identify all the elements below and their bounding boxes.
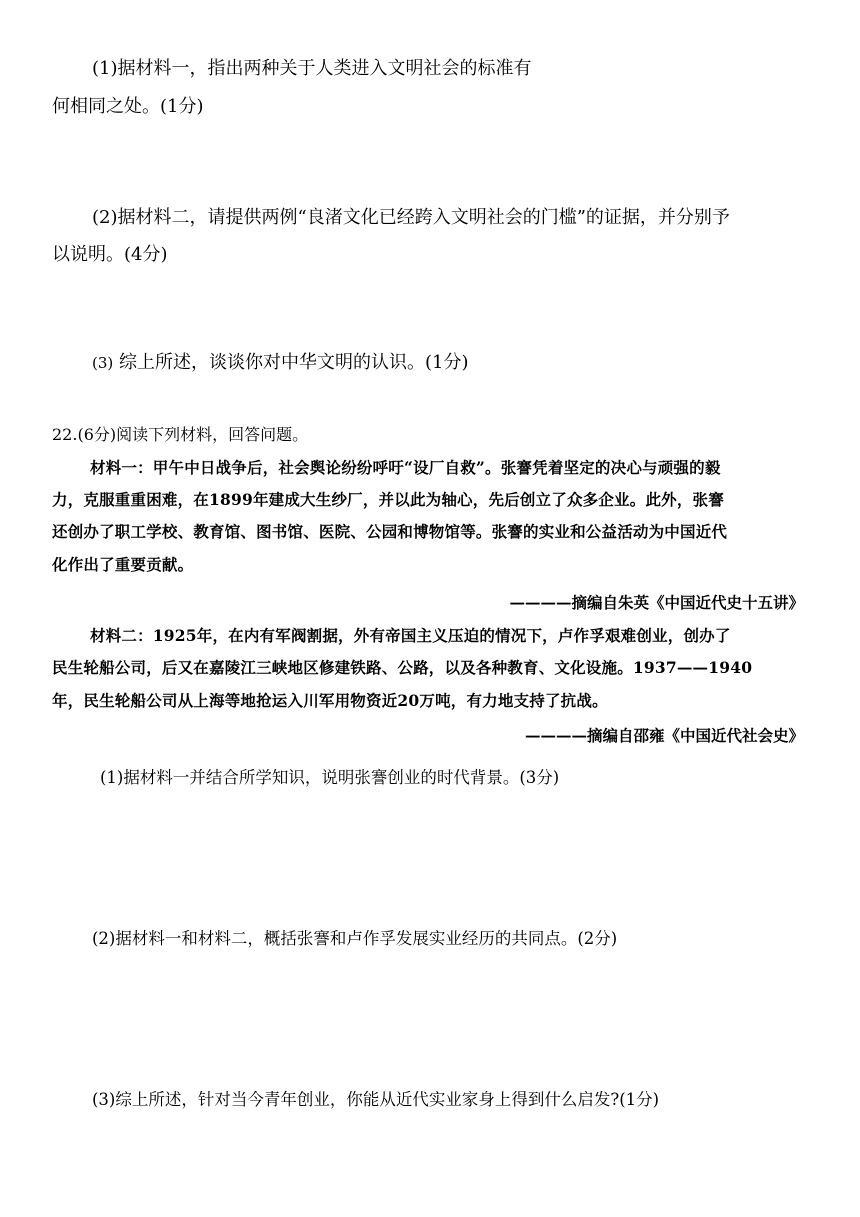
- q22-material1-line1: 材料一：甲午中日战争后，社会舆论纷纷呼吁“设厂自救”。张謇凭着坚定的决心与顽强的毅: [90, 458, 721, 477]
- q22-sub1: (1)据材料一并结合所学知识，说明张謇创业的时代背景。(3分): [100, 768, 560, 787]
- q22-material2-line1: 材料二：1925年，在内有军阀割据，外有帝国主义压迫的情况下，卢作孚艰难创业，创办了: [90, 626, 731, 645]
- q22-material2-line3: 年，民生轮船公司从上海等地抢运入川军用物资近20万吨，有力地支持了抗战。: [52, 691, 608, 710]
- q21-sub2-line1: (2)据材料二，请提供两例“良渚文化已经跨入文明社会的门槛”的证据，并分别予: [92, 207, 730, 228]
- q22-header: 22.(6分)阅读下列材料，回答问题。: [52, 425, 309, 444]
- q22-source2: ————摘编自邵雍《中国近代社会史》: [524, 726, 804, 745]
- q21-sub1-line2: 何相同之处。(1分): [52, 96, 204, 117]
- q21-sub1-line1: (1)据材料一，指出两种关于人类进入文明社会的标准有: [92, 58, 532, 79]
- q21-sub3-number: (3): [92, 354, 114, 372]
- q22-source1: ————摘编自朱英《中国近代史十五讲》: [509, 593, 804, 612]
- q22-sub3: (3)综上所述，针对当今青年创业，你能从近代实业家身上得到什么启发?(1分): [92, 1090, 660, 1109]
- q21-sub3-text: 综上所述，谈谈你对中华文明的认识。(1分): [118, 352, 469, 373]
- q22-material2-line2: 民生轮船公司，后又在嘉陵江三峡地区修建铁路、公路，以及各种教育、文化设施。1937——1940: [52, 658, 753, 677]
- q22-material1-line3: 还创办了职工学校、教育馆、图书馆、医院、公园和博物馆等。张謇的实业和公益活动为中国近代: [52, 522, 728, 541]
- q21-sub2-line2: 以说明。(4分): [52, 244, 168, 265]
- q21-sub3: [92, 352, 468, 374]
- q22-material1-line4: 化作出了重要贡献。: [52, 555, 194, 574]
- q22-material1-line2: 力，克服重重困难，在1899年建成大生纱厂，并以此为轴心，先后创立了众多企业。此外，张謇: [52, 490, 724, 509]
- q22-sub2: (2)据材料一和材料二，概括张謇和卢作孚发展实业经历的共同点。(2分): [92, 929, 618, 948]
